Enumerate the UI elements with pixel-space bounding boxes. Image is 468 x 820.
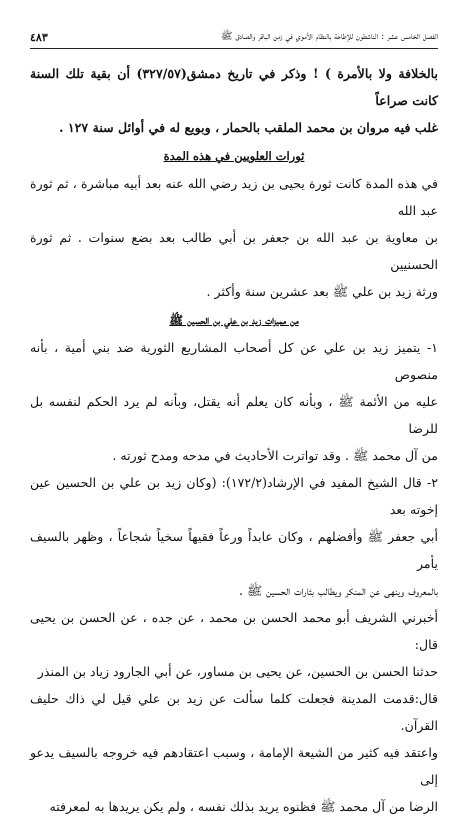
intro-line: غلب فيه مروان بن محمد الملقب بالحمار ، وبويع له في أوائل سنة ١٢٧ . xyxy=(59,120,438,135)
text-line: ورثة زيد بن علي ﷺ بعد عشرين سنة وأكثر . xyxy=(206,284,438,299)
text-line: حدثنا الحسن بن الحسين، عن يحيى بن مساور، عن أبي الجارود زياد بن المنذر xyxy=(37,664,438,679)
text-line: أبي جعفر ﷺ وأفضلهم ، وكان عابداً ورعاً فقيهاً سخياً شجاعاً ، وظهر بالسيف يأمر xyxy=(30,529,438,571)
intro-line: بالخلافة ولا بالأمرة ) ! وذكر في تاريخ دمشق(٣٢٧/٥٧) أن بقية تلك السنة كانت صراعاً xyxy=(30,66,438,108)
text-line: ٢- قال الشيخ المفيد في الإرشاد(١٧٢/٢): (وكان زيد بن علي بن الحسين عين إخوته بعد xyxy=(30,475,438,517)
running-title: الفصل الخامس عشر : الناشطون للإطاحة بالنظام الأموي في زمن الباقر والصادق ﷺ xyxy=(221,31,438,42)
page-number: ٤٨٣ xyxy=(30,30,48,44)
text-line: عليه من الأئمة ﷺ ، وبأنه كان يعلم أنه يقتل، وبأنه لم يرد الحكم لنفسه بل للرضا xyxy=(30,394,438,436)
running-header xyxy=(30,26,438,49)
text-line: بالمعروف وينهى عن المنكر ويطالب بثارات الحسين ﷺ . xyxy=(238,583,438,598)
text-line: في هذه المدة كانت ثورة يحيى بن زيد رضي الله عنه بعد أبيه مباشرة ، ثم ثورة عبد الله xyxy=(30,176,438,218)
body-text xyxy=(30,60,438,820)
text-line: قال:قدمت المدينة فجعلت كلما سألت عن زيد بن علي قيل لي ذاك حليف القرآن. xyxy=(30,691,438,733)
text-line: من آل محمد ﷺ . وقد تواترت الأحاديث في مدحه ومدح ثورته . xyxy=(112,448,438,463)
text-line: ١- يتميز زيد بن علي عن كل أصحاب المشاريع الثورية ضد بني أمية ، بأنه منصوص xyxy=(30,340,438,382)
text-line: بن معاوية بن عبد الله بن جعفر بن أبي طالب بعد بضع سنوات . ثم ثورة الحسنيين xyxy=(30,230,438,272)
text-line: واعتقد فيه كثير من الشيعة الإمامة ، وسبب اعتقادهم فيه خروجه بالسيف يدعو إلى xyxy=(30,745,438,787)
text-line: أخبرني الشريف أبو محمد الحسن بن محمد ، عن جده ، عن الحسن بن يحيى قال: xyxy=(30,610,438,652)
section-heading: ثورات العلويين في هذه المدة xyxy=(163,149,305,163)
text-line: الرضا من آل محمد ﷺ فظنوه يريد بذلك نفسه ، ولم يكن يريدها به لمعرفته xyxy=(49,799,438,814)
section-heading: من مميزات زيد بن علي بن الحسين ﷺ xyxy=(169,313,299,327)
